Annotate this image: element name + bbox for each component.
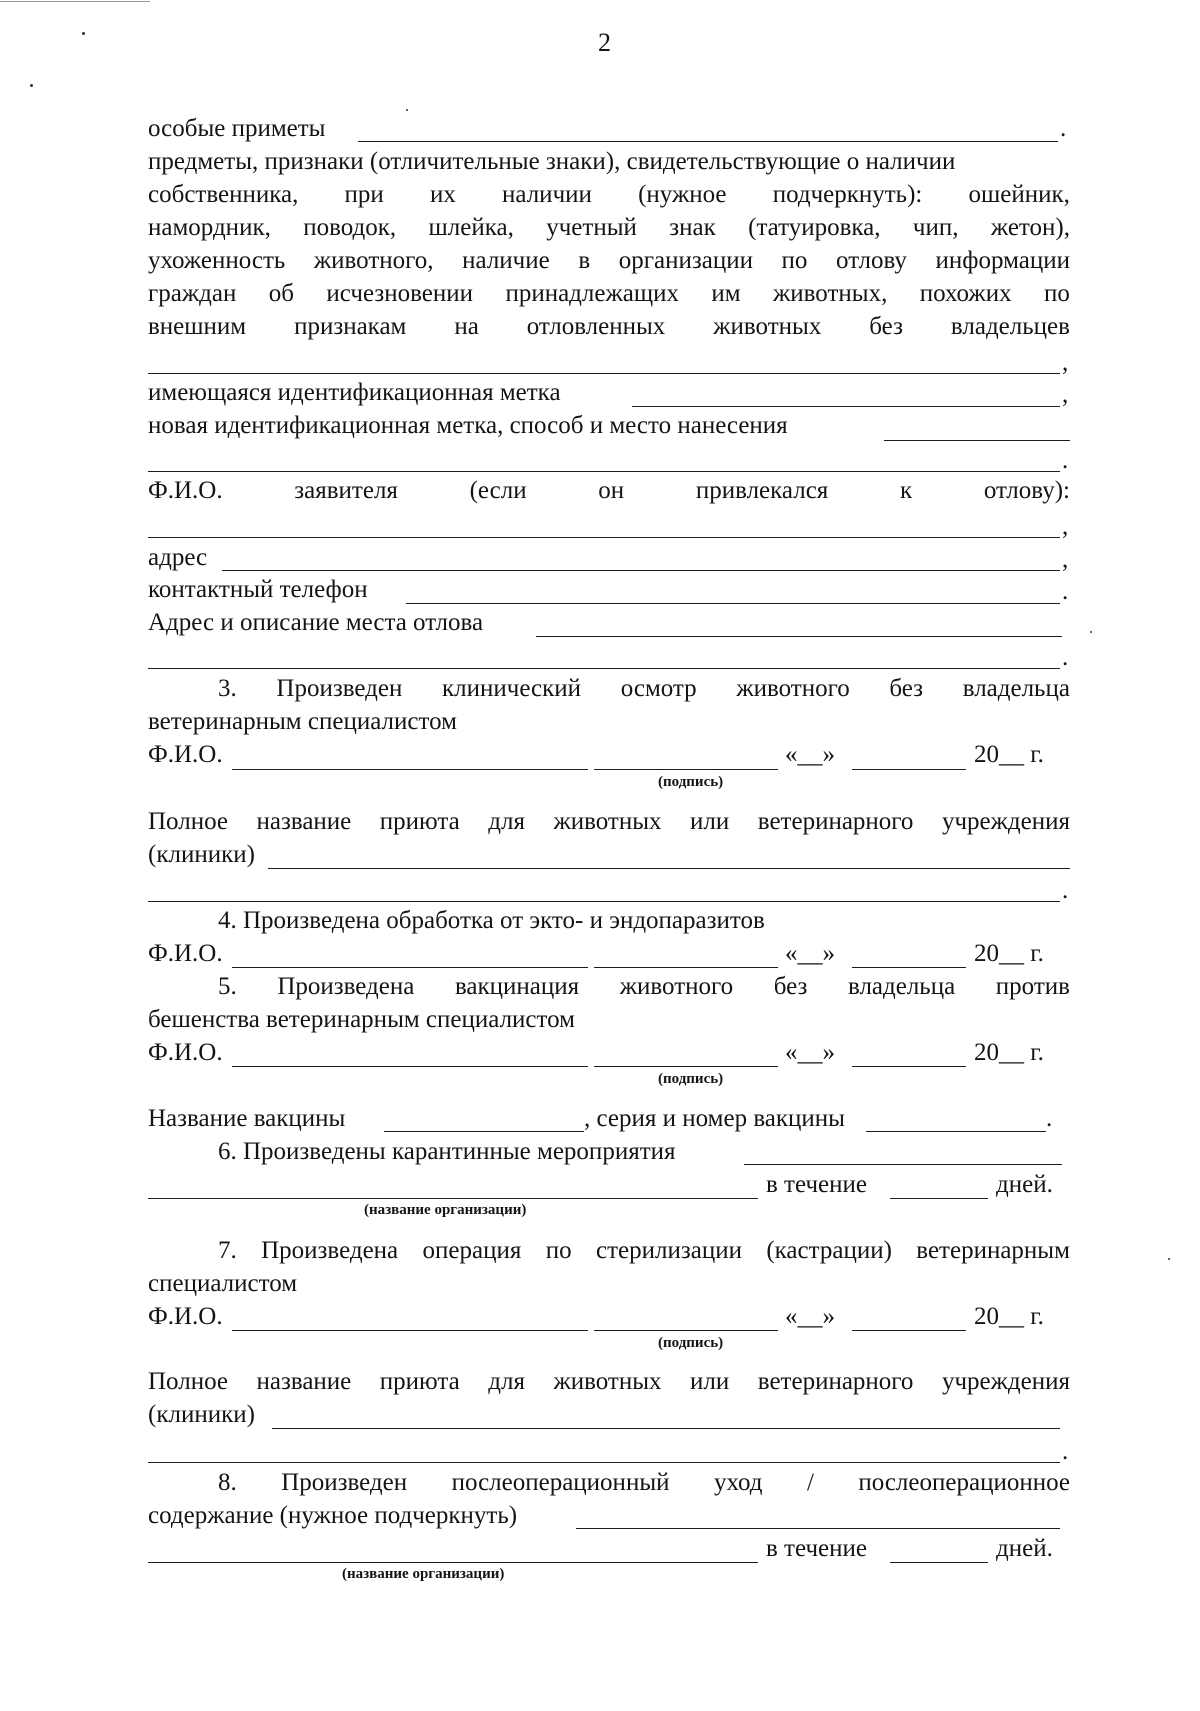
section-5-heading: 5. Произведена вакцинация животного без владельца против	[218, 973, 1070, 1000]
scan-speck	[30, 84, 33, 87]
signature-caption: (подпись)	[658, 774, 724, 790]
owner-signs-field[interactable]	[148, 373, 1060, 374]
vaccine-name-field[interactable]	[384, 1131, 584, 1132]
section-4-fio-field[interactable]	[232, 967, 588, 968]
shelter-name-2-line-2: (клиники)	[148, 1401, 255, 1428]
vaccine-name-label: Название вакцины	[148, 1105, 346, 1132]
new-mark-label: новая идентификационная метка, способ и место нанесения	[148, 412, 788, 439]
section-3-line-2: ветеринарным специалистом	[148, 708, 457, 735]
section-7-signature-field[interactable]	[594, 1330, 778, 1331]
owner-signs-line-2: собственника, при их наличии (нужное подчеркнуть): ошейник,	[148, 181, 1070, 208]
section-3-heading: 3. Произведен клинический осмотр животного без владельца	[218, 675, 1070, 702]
fio-label: Ф.И.О.	[148, 741, 223, 768]
shelter-name-2-line-1: Полное название приюта для животных или ветеринарного учреждения	[148, 1368, 1070, 1395]
section-6-during: в течение	[766, 1171, 867, 1198]
section-6-days-field[interactable]	[890, 1198, 988, 1199]
phone-field[interactable]	[406, 603, 1060, 604]
owner-signs-line-3: намордник, поводок, шлейка, учетный знак (татуировка, чип, жетон),	[148, 214, 1070, 241]
section-5-fio-field[interactable]	[232, 1066, 588, 1067]
address-label: адрес	[148, 544, 208, 571]
section-8-field[interactable]	[576, 1528, 1060, 1529]
section-6-field[interactable]	[744, 1164, 1062, 1165]
document-page: 2 особые приметы . предметы, признаки (отличительные знаки), свидетельствующие о наличии собственника, при их наличии (нужное подчеркнуть): ошейник, намордник, поводок, шлейка, учетный знак (татуировка, чип, жетон), ухоженность животного, наличие в организации по отлову информации граждан об исчезновении принадлежащих им животных, похожих по внешним признакам на отловленных животных без владельцев , имеющаяся идентификационная метка , новая идентификационная метка, способ и место нанесения . Ф.И.О. заявителя (если он привлекался к отлову): , адрес , контактный телефон . Адрес и описание места отлова . 3. Произведен клинический осмотр животного без владельца ветеринарным специалистом Ф.И.О. «__» 20__ г. (подпись) Полное название приюта для животных или ветеринарного учреждения (клиники) . 4. Произведена обработка от экто- и эндопаразитов Ф.И.О. «__» 20__ г. 5. Произведена вакцинация животного без владельца против бешенства ветеринарным специалистом Ф.И.О. «__» 20__ г. (подпись) Название вакцины , серия и номер вакцины . 6. Произведены карантинные мероприятия в течение дней. (название организации) 7. Произведена операция по стерилизации (кастрации) ветеринарным специалистом Ф.И.О. «__» 20__ г. (подпись) Полное название приюта для животных или ветеринарного учреждения (клиники) . 8. Произведен послеоперационный уход / послеоперационное содержание (нужное подчеркнуть) в течение дней. (название организации)	[0, 0, 1200, 1711]
phone-label: контактный телефон	[148, 576, 368, 603]
section-6-heading: 6. Произведены карантинные мероприятия	[218, 1138, 676, 1165]
address-field[interactable]	[222, 570, 1060, 571]
section-3-month-field[interactable]	[852, 769, 966, 770]
section-5-signature-field[interactable]	[594, 1066, 778, 1067]
shelter-name-1-field[interactable]	[268, 868, 1070, 869]
special-marks-field[interactable]	[358, 141, 1058, 142]
scan-speck	[406, 109, 408, 111]
scan-speck	[82, 32, 85, 35]
section-6-org-field[interactable]	[148, 1198, 758, 1199]
section-4-month-field[interactable]	[852, 967, 966, 968]
section-8-during: в течение	[766, 1535, 867, 1562]
owner-signs-line-5: граждан об исчезновении принадлежащих им животных, похожих по	[148, 280, 1070, 307]
section-8-heading: 8. Произведен послеоперационный уход / послеоперационное	[218, 1469, 1070, 1496]
new-mark-field-cont[interactable]	[148, 471, 1060, 472]
section-7-line-2: специалистом	[148, 1270, 298, 1297]
owner-signs-line-1: предметы, признаки (отличительные знаки), свидетельствующие о наличии	[148, 148, 956, 175]
page-number: 2	[598, 28, 611, 57]
section-4-heading: 4. Произведена обработка от экто- и эндопаразитов	[218, 907, 765, 934]
section-3-signature-field[interactable]	[594, 769, 778, 770]
section-7-fio-field[interactable]	[232, 1330, 588, 1331]
scan-speck	[1090, 631, 1092, 633]
vaccine-series-field[interactable]	[866, 1131, 1046, 1132]
section-8-line-2: содержание (нужное подчеркнуть)	[148, 1502, 518, 1529]
shelter-name-1-line-2: (клиники)	[148, 841, 255, 868]
section-8-org-field[interactable]	[148, 1562, 758, 1563]
shelter-name-2-field-cont[interactable]	[148, 1462, 1060, 1463]
new-mark-field[interactable]	[884, 440, 1070, 441]
vaccine-series-label: , серия и номер вакцины	[584, 1105, 845, 1132]
section-6-days: дней.	[996, 1171, 1053, 1198]
section-4-fio-label: Ф.И.О.	[148, 940, 223, 967]
applicant-label: Ф.И.О. заявителя (если он привлекался к отлову):	[148, 477, 1070, 504]
applicant-name-field[interactable]	[148, 537, 1060, 538]
existing-mark-label: имеющаяся идентификационная метка	[148, 379, 561, 406]
special-marks-label: особые приметы	[148, 115, 326, 142]
section-4-signature-field[interactable]	[594, 967, 778, 968]
date-day: «__»	[785, 741, 835, 768]
section-8-days-field[interactable]	[890, 1562, 988, 1563]
section-7-month-field[interactable]	[852, 1330, 966, 1331]
section-3-fio-field[interactable]	[232, 769, 588, 770]
scan-edge-mark	[0, 1, 150, 2]
owner-signs-line-4: ухоженность животного, наличие в организации по отлову информации	[148, 247, 1070, 274]
capture-place-label: Адрес и описание места отлова	[148, 609, 484, 636]
shelter-name-1-line-1: Полное название приюта для животных или ветеринарного учреждения	[148, 808, 1070, 835]
org-caption: (название организации)	[364, 1202, 527, 1218]
scan-speck	[1168, 1258, 1170, 1260]
section-8-days: дней.	[996, 1535, 1053, 1562]
existing-mark-field[interactable]	[632, 406, 1060, 407]
date-year: 20__ г.	[974, 741, 1044, 768]
shelter-name-1-field-cont[interactable]	[148, 901, 1060, 902]
section-5-line-2: бешенства ветеринарным специалистом	[148, 1006, 575, 1033]
section-5-month-field[interactable]	[852, 1066, 966, 1067]
capture-place-field[interactable]	[536, 636, 1062, 637]
capture-place-field-cont[interactable]	[148, 668, 1060, 669]
owner-signs-line-6: внешним признакам на отловленных животных без владельцев	[148, 313, 1070, 340]
shelter-name-2-field[interactable]	[272, 1428, 1060, 1429]
section-7-heading: 7. Произведена операция по стерилизации (кастрации) ветеринарным	[218, 1237, 1070, 1264]
